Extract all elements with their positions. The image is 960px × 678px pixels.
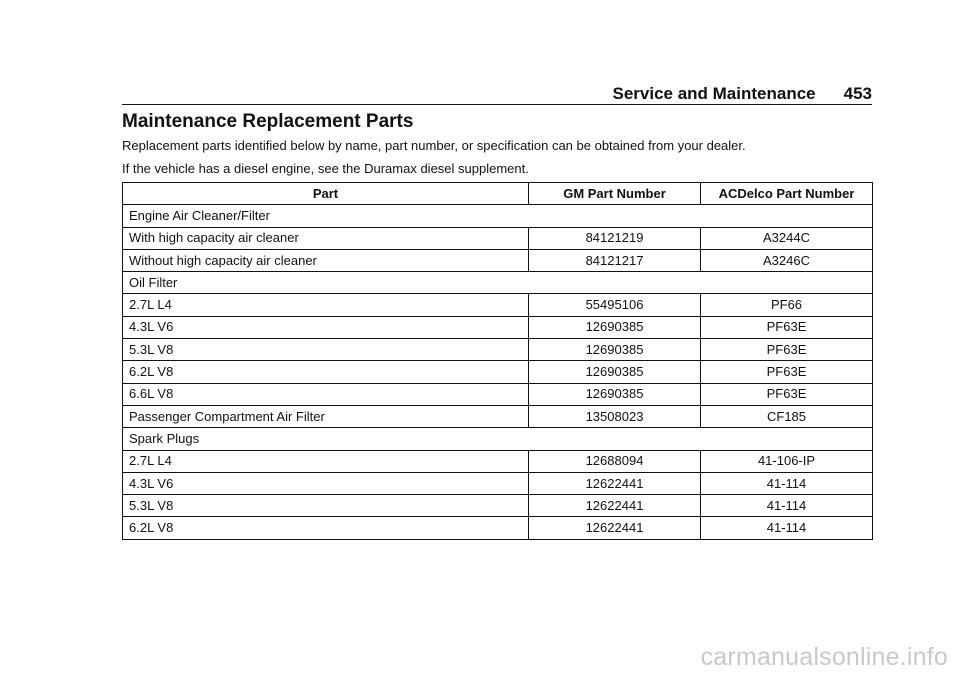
column-header-part: Part bbox=[123, 183, 529, 205]
part-name-cell: 4.3L V6 bbox=[123, 472, 529, 494]
part-name-cell: 2.7L L4 bbox=[123, 294, 529, 316]
header-rule bbox=[122, 104, 872, 105]
column-header-gm-part-number: GM Part Number bbox=[529, 183, 701, 205]
part-name-cell: 5.3L V8 bbox=[123, 339, 529, 361]
gm-part-number-cell: 13508023 bbox=[529, 405, 701, 427]
gm-part-number-cell: 84121217 bbox=[529, 249, 701, 271]
intro-paragraph: Replacement parts identified below by name, part number, or specification can be obtained from your dealer. bbox=[122, 138, 746, 153]
acdelco-part-number-cell: 41-114 bbox=[701, 517, 873, 539]
diesel-note-paragraph: If the vehicle has a diesel engine, see the Duramax diesel supplement. bbox=[122, 161, 529, 176]
gm-part-number-cell: 12688094 bbox=[529, 450, 701, 472]
gm-part-number-cell: 12690385 bbox=[529, 383, 701, 405]
acdelco-part-number-cell: PF63E bbox=[701, 361, 873, 383]
acdelco-part-number-cell: CF185 bbox=[701, 405, 873, 427]
table-row bbox=[123, 249, 873, 271]
part-name-cell: 2.7L L4 bbox=[123, 450, 529, 472]
group-label: Oil Filter bbox=[123, 272, 873, 294]
part-name-cell: Passenger Compartment Air Filter bbox=[123, 405, 529, 427]
part-name-cell: Without high capacity air cleaner bbox=[123, 249, 529, 271]
gm-part-number-cell: 12690385 bbox=[529, 361, 701, 383]
page-title: Maintenance Replacement Parts bbox=[122, 111, 414, 132]
part-name-cell: 6.2L V8 bbox=[123, 517, 529, 539]
gm-part-number-cell: 55495106 bbox=[529, 294, 701, 316]
part-name-cell: 4.3L V6 bbox=[123, 316, 529, 338]
group-label: Engine Air Cleaner/Filter bbox=[123, 205, 873, 227]
table-group-row bbox=[123, 272, 873, 294]
table-body bbox=[123, 205, 873, 539]
table-row bbox=[123, 294, 873, 316]
acdelco-part-number-cell: PF66 bbox=[701, 294, 873, 316]
table-row bbox=[123, 227, 873, 249]
part-name-cell: 6.2L V8 bbox=[123, 361, 529, 383]
gm-part-number-cell: 12622441 bbox=[529, 517, 701, 539]
column-header-acdelco-part-number: ACDelco Part Number bbox=[701, 183, 873, 205]
table-row bbox=[123, 316, 873, 338]
gm-part-number-cell: 84121219 bbox=[529, 227, 701, 249]
gm-part-number-cell: 12690385 bbox=[529, 339, 701, 361]
table-row bbox=[123, 517, 873, 539]
part-name-cell: 5.3L V8 bbox=[123, 495, 529, 517]
replacement-parts-table bbox=[122, 182, 873, 540]
page-number: 453 bbox=[843, 84, 872, 103]
table-row bbox=[123, 450, 873, 472]
acdelco-part-number-cell: 41-114 bbox=[701, 472, 873, 494]
acdelco-part-number-cell: A3244C bbox=[701, 227, 873, 249]
section-title: Service and Maintenance bbox=[612, 84, 816, 103]
acdelco-part-number-cell: PF63E bbox=[701, 316, 873, 338]
table-row bbox=[123, 495, 873, 517]
table-row bbox=[123, 339, 873, 361]
watermark: carmanualsonline.info bbox=[700, 643, 948, 671]
table-group-row bbox=[123, 428, 873, 450]
table-group-row bbox=[123, 205, 873, 227]
table-row bbox=[123, 405, 873, 427]
table-row bbox=[123, 472, 873, 494]
part-name-cell: With high capacity air cleaner bbox=[123, 227, 529, 249]
table-header-row bbox=[123, 183, 873, 205]
acdelco-part-number-cell: PF63E bbox=[701, 339, 873, 361]
group-label: Spark Plugs bbox=[123, 428, 873, 450]
running-header bbox=[122, 82, 872, 106]
acdelco-part-number-cell: 41-114 bbox=[701, 495, 873, 517]
acdelco-part-number-cell: PF63E bbox=[701, 383, 873, 405]
acdelco-part-number-cell: A3246C bbox=[701, 249, 873, 271]
acdelco-part-number-cell: 41-106-IP bbox=[701, 450, 873, 472]
gm-part-number-cell: 12622441 bbox=[529, 472, 701, 494]
part-name-cell: 6.6L V8 bbox=[123, 383, 529, 405]
gm-part-number-cell: 12622441 bbox=[529, 495, 701, 517]
gm-part-number-cell: 12690385 bbox=[529, 316, 701, 338]
table-row bbox=[123, 361, 873, 383]
table-row bbox=[123, 383, 873, 405]
